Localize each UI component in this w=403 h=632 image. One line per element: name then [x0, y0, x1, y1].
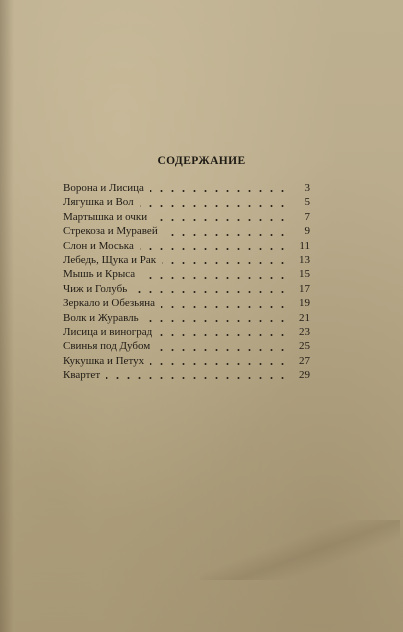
toc-entry-title: Лебедь, Щука и Рак — [63, 253, 157, 266]
page-edge-shadow — [0, 0, 14, 632]
toc-entry — [63, 368, 310, 382]
toc-entry-page: 27 — [299, 354, 310, 367]
dot-leader — [161, 306, 288, 308]
table-of-contents — [63, 181, 310, 382]
toc-entry-page: 29 — [299, 369, 310, 382]
dot-leader — [145, 320, 288, 322]
toc-entry-title: Мышь и Крыса — [63, 268, 136, 281]
toc-entry-title: Стрекоза и Муравей — [63, 225, 158, 238]
toc-entry-page: 15 — [299, 268, 310, 281]
toc-entry-title: Чиж и Голубь — [63, 282, 128, 295]
toc-entry — [63, 253, 310, 267]
toc-entry-title: Ворона и Лисица — [63, 182, 144, 194]
page-title: СОДЕРЖАНИЕ — [157, 155, 246, 167]
page-crease — [200, 520, 400, 580]
toc-entry-title: Квартет — [63, 369, 101, 382]
toc-entry-page: 3 — [304, 182, 310, 194]
dot-leader — [106, 377, 288, 379]
toc-entry — [63, 354, 310, 368]
toc-entry-title: Зеркало и Обезьяна — [63, 297, 156, 310]
toc-entry-page: 11 — [299, 239, 310, 252]
dot-leader — [150, 363, 288, 365]
dot-leader — [140, 205, 288, 207]
toc-entry — [63, 239, 310, 253]
toc-entry — [63, 325, 310, 339]
dot-leader — [141, 277, 288, 279]
toc-entry-page: 13 — [299, 253, 310, 266]
toc-entry — [63, 282, 310, 296]
toc-entry-page: 9 — [304, 225, 310, 238]
toc-entry-title: Волк и Журавль — [63, 311, 139, 324]
toc-entry-page: 19 — [299, 297, 310, 310]
toc-entry-page: 7 — [304, 210, 310, 223]
dot-leader — [156, 349, 288, 351]
dot-leader — [153, 219, 288, 221]
dot-leader — [164, 234, 288, 236]
toc-entry-page: 25 — [299, 340, 310, 353]
toc-entry-page: 17 — [299, 282, 310, 295]
toc-entry-title: Мартышка и очки — [63, 210, 148, 223]
toc-entry — [63, 311, 310, 325]
dot-leader — [158, 334, 288, 336]
toc-entry — [63, 267, 310, 281]
dot-leader — [133, 291, 288, 293]
toc-entry-page: 21 — [299, 311, 310, 324]
dot-leader — [150, 190, 288, 192]
toc-entry — [63, 195, 310, 209]
dot-leader — [162, 262, 288, 264]
toc-entry-title: Лисица и виноград — [63, 325, 153, 338]
toc-entry — [63, 296, 310, 310]
toc-entry-page: 5 — [304, 196, 310, 209]
toc-entry-page: 23 — [299, 325, 310, 338]
dot-leader — [140, 248, 288, 250]
toc-entry-title: Слон и Моська — [63, 239, 134, 252]
toc-entry-title: Свинья под Дубом — [63, 340, 151, 353]
toc-entry-title: Лягушка и Вол — [63, 196, 134, 209]
toc-entry — [63, 181, 310, 195]
toc-entry-title: Кукушка и Петух — [63, 354, 145, 367]
toc-entry — [63, 339, 310, 353]
toc-entry — [63, 210, 310, 224]
toc-entry — [63, 224, 310, 238]
